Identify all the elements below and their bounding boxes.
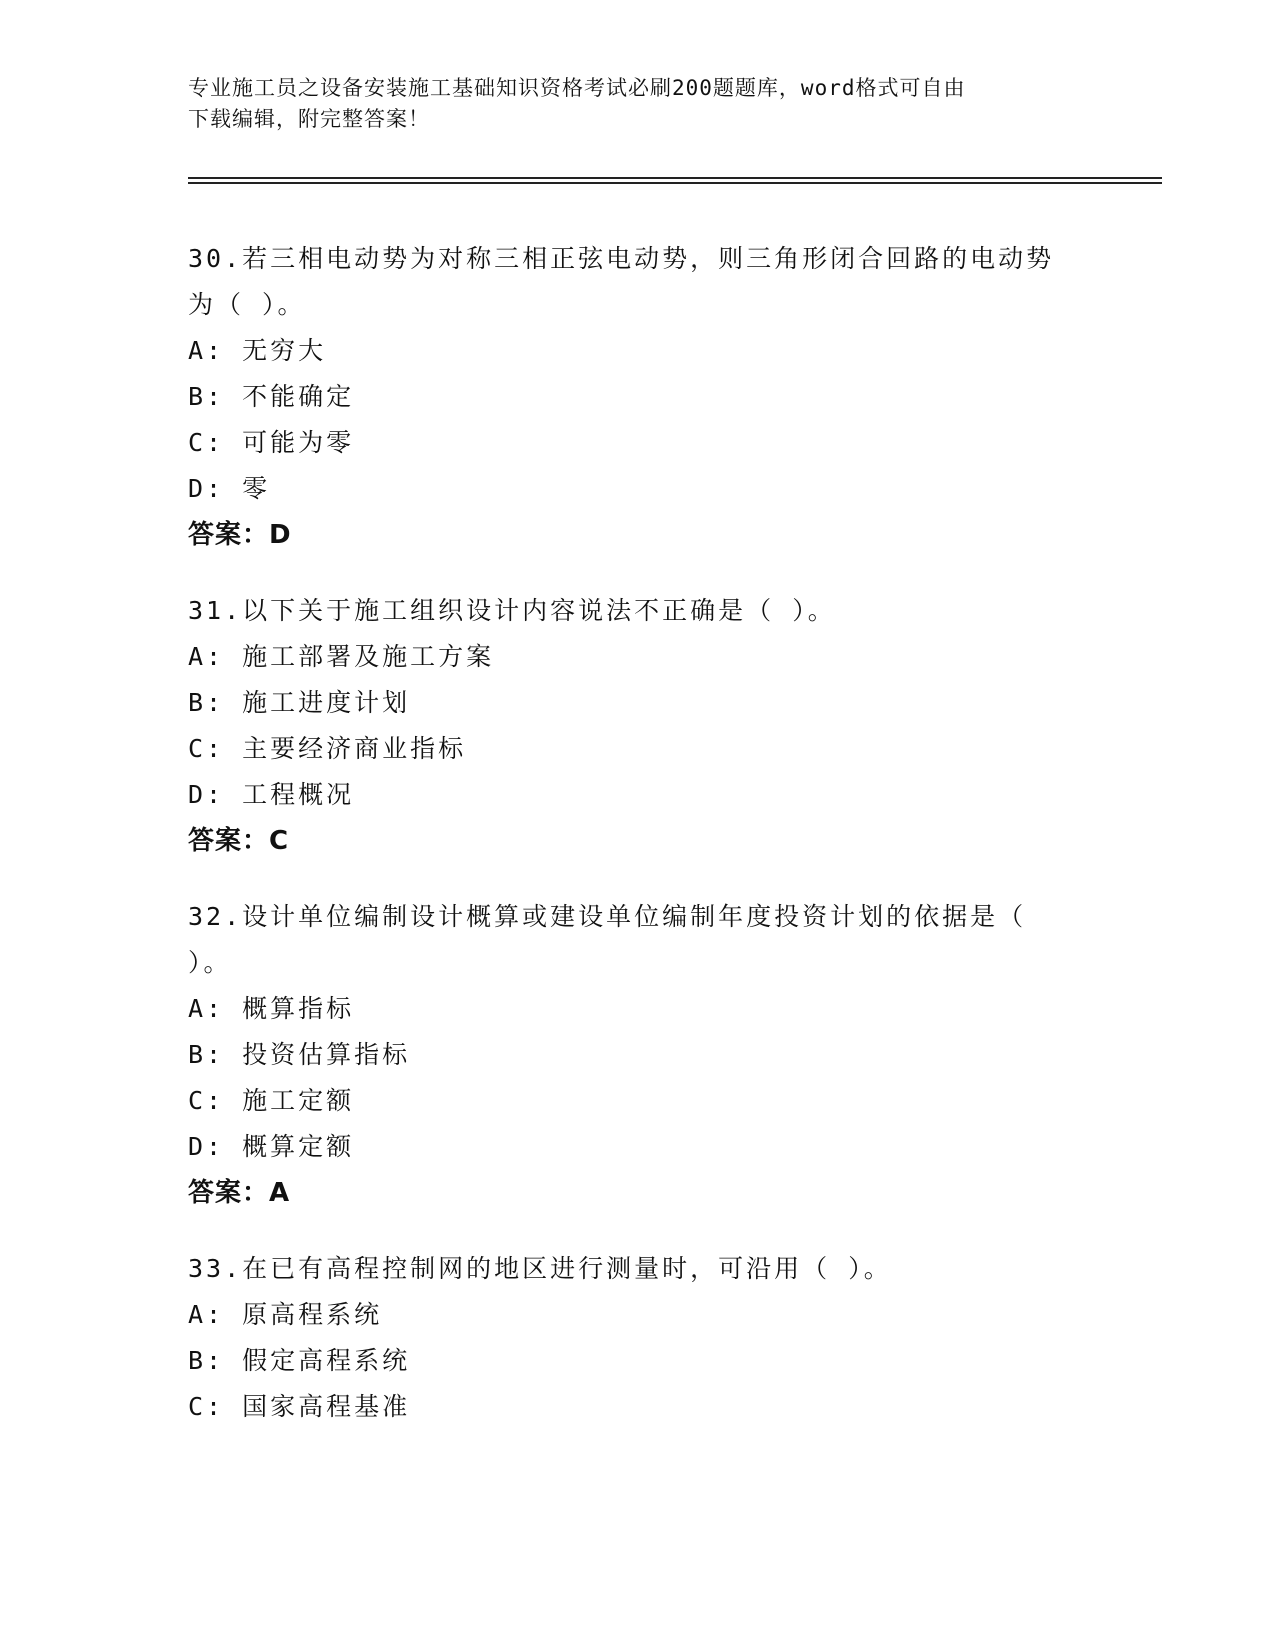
question-stem-line-2: 为（ ）。 [188,290,306,319]
option-b: B: 不能确定 [188,382,355,411]
question-stem-line-1: 31.以下关于施工组织设计内容说法不正确是（ ）。 [188,596,836,625]
header-divider-bottom [188,182,1162,184]
header-divider-top [188,177,1162,179]
question-33 [188,1246,1088,1430]
option-c: C: 主要经济商业指标 [188,734,467,763]
document-header [188,73,1088,135]
option-a: A: 原高程系统 [188,1300,383,1329]
option-b: B: 假定高程系统 [188,1346,411,1375]
option-a: A: 施工部署及施工方案 [188,642,495,671]
question-stem-line-1: 30.若三相电动势为对称三相正弦电动势，则三角形闭合回路的电动势 [188,244,1055,273]
option-b: B: 施工进度计划 [188,688,411,717]
option-d: D: 概算定额 [188,1132,355,1161]
question-list [188,236,1088,1460]
question-stem-line-2: ）。 [188,948,232,977]
option-c: C: 国家高程基准 [188,1392,411,1421]
answer-label: 答案：C [188,826,290,856]
question-31 [188,588,1088,864]
question-stem-line-1: 32.设计单位编制设计概算或建设单位编制年度投资计划的依据是（ [188,902,1027,931]
option-b: B: 投资估算指标 [188,1040,411,1069]
option-a: A: 无穷大 [188,336,327,365]
question-32 [188,894,1088,1216]
option-c: C: 可能为零 [188,428,355,457]
answer-label: 答案：A [188,1178,291,1208]
question-stem-line-1: 33.在已有高程控制网的地区进行测量时，可沿用（ ）。 [188,1254,892,1283]
header-line-2: 下载编辑，附完整答案！ [188,107,430,131]
option-d: D: 零 [188,474,271,503]
option-d: D: 工程概况 [188,780,355,809]
question-30 [188,236,1088,558]
option-c: C: 施工定额 [188,1086,355,1115]
answer-label: 答案：D [188,520,292,550]
option-a: A: 概算指标 [188,994,355,1023]
header-line-1: 专业施工员之设备安装施工基础知识资格考试必刷200题题库，word格式可自由 [188,76,966,100]
